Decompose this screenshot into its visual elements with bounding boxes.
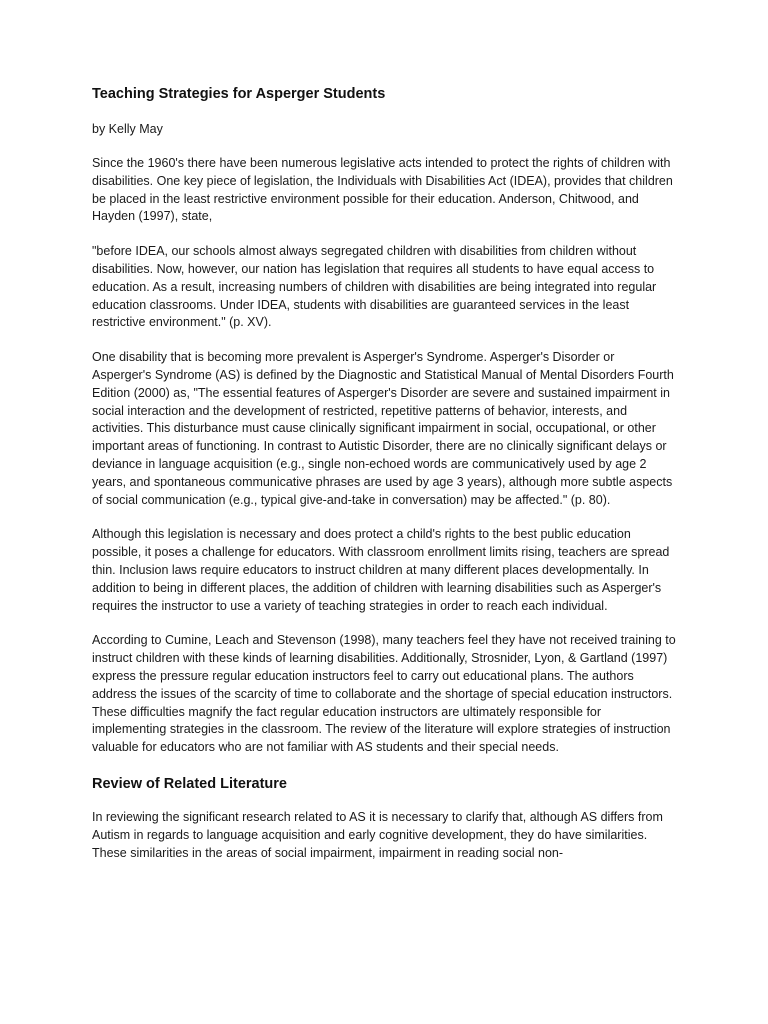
paragraph-educator-challenge: Although this legislation is necessary and does protect a child's rights to the best public education possible, it poses a challenge for educators. With classroom enrollment limits rising, teachers are spread thin. Inclusion laws require educators to instruct children at many different places developmentally. In addition to being in different places, the addition of children with learning disabilities such as Asperger's requires the instructor to use a variety of teaching strategies in order to reach each individual. <box>92 527 670 613</box>
paragraph-idea-quote: "before IDEA, our schools almost always segregated children with disabilities from children without disabilities. Now, however, our nation has legislation that requires all students to have equal access to education. As a result, increasing numbers of children with disabilities are being integrated into regular education classrooms. Under IDEA, students with disabilities are guaranteed services in the least restrictive environment." (p. XV). <box>92 244 657 330</box>
paragraph-teacher-training: According to Cumine, Leach and Stevenson (1998), many teachers feel they have not received training to instruct children with these kinds of learning disabilities. Additionally, Strosnider, Lyon, & Gartland (1997) express the pressure regular education instructors feel to carry out educational plans. The authors address the issues of the scarcity of time to collaborate and the shortage of special education instructors. These difficulties magnify the fact regular education instructors are ultimately responsible for implementing strategies in the classroom. The review of the literature will explore strategies of instruction valuable for educators who are not familiar with AS students and their special needs. <box>92 633 676 755</box>
author-byline: by Kelly May <box>92 122 163 136</box>
document-title: Teaching Strategies for Asperger Students <box>92 86 386 102</box>
paragraph-review-intro: In reviewing the significant research related to AS it is necessary to clarify that, although AS differs from Autism in regards to language acquisition and early cognitive development, they do have similarities. These similarities in the areas of social impairment, impairment in reading social non- <box>92 809 663 860</box>
paragraph-legislation: Since the 1960's there have been numerous legislative acts intended to protect the rights of children with disabilities. One key piece of legislation, the Individuals with Disabilities Act (IDEA), provides that children be placed in the least restrictive environment possible for their education. Anderson, Chitwood, and Hayden (1997), state, <box>92 156 673 224</box>
section-heading-review: Review of Related Literature <box>92 775 287 792</box>
paragraph-asperger-definition: One disability that is becoming more prevalent is Asperger's Syndrome. Asperger's Disorder or Asperger's Syndrome (AS) is defined by the Diagnostic and Statistical Manual of Mental Disorders Fourth Edition (2000) as, "The essential features of Asperger's Disorder are severe and sustained impairment in social interaction and the development of restricted, repetitive patterns of behavior, interests, and activities. This disturbance must cause clinically significant impairment in social, occupational, or other important areas of functioning. In contrast to Autistic Disorder, there are no clinically significant delays or deviance in language acquisition (e.g., single non-echoed words are communicatively used by age 2 years, and spontaneous communicative phrases are used by age 3 years), although more subtle aspects of social communication (e.g., typical give-and-take in conversation) may be affected." (p. 80). <box>92 350 674 507</box>
